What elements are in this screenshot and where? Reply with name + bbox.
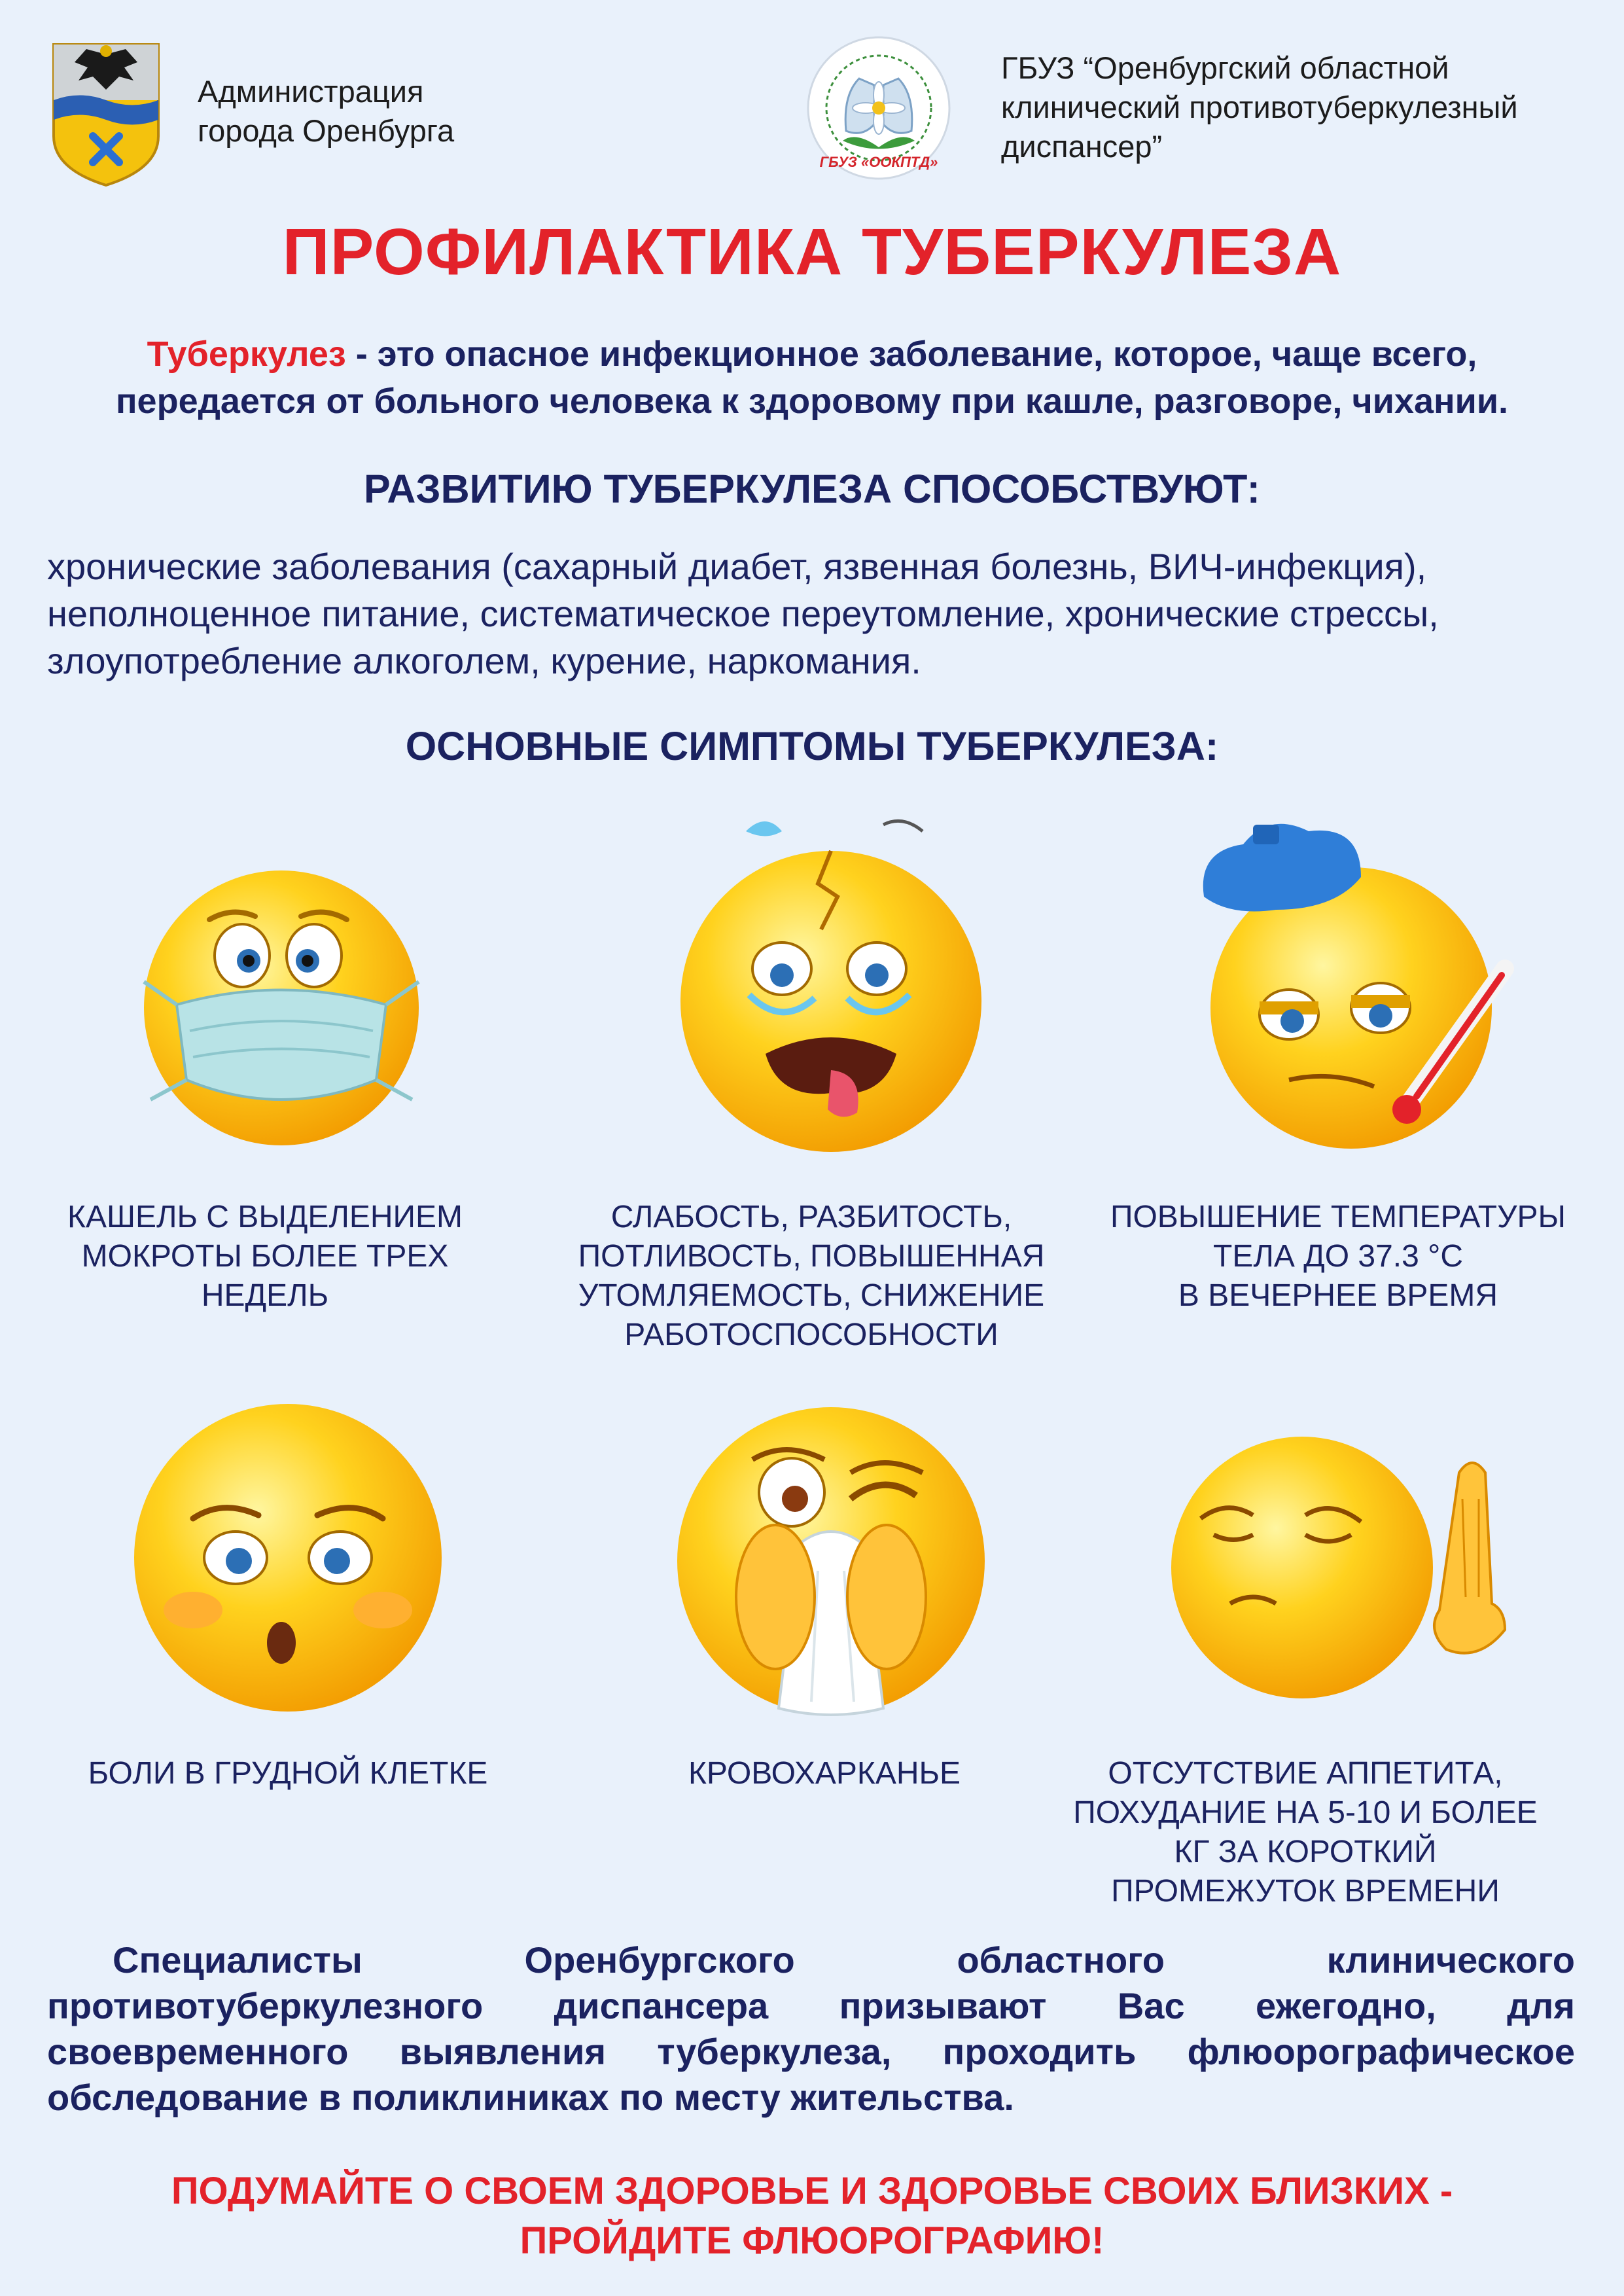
caption-line: КГ ЗА КОРОТКИЙ [1174, 1835, 1437, 1869]
oren-city-coat-of-arms [47, 38, 165, 188]
specialists-line-2: противотуберкулезного диспансера призывают Вас ежегодно, для [47, 1985, 1575, 2026]
caption-line: ПОТЛИВОСТЬ, ПОВЫШЕННАЯ [578, 1239, 1045, 1274]
caption-line: УТОМЛЯЕМОСТЬ, СНИЖЕНИЕ [578, 1278, 1045, 1313]
symptom-caption-2 [576, 1198, 1047, 1355]
intro-rest: - это опасное инфекционное заболевание, которое, чаще всего, [345, 334, 1477, 374]
caption-line: МОКРОТЫ БОЛЕЕ ТРЕХ [81, 1239, 449, 1274]
clinic-name [1001, 48, 1518, 166]
factors-heading: РАЗВИТИЮ ТУБЕРКУЛЕЗА СПОСОБСТВУЮТ: [364, 467, 1260, 511]
caption-line: КАШЕЛЬ С ВЫДЕЛЕНИЕМ [67, 1200, 463, 1234]
symptom-caption-4 [39, 1754, 537, 1793]
worried-emoji-icon [131, 1401, 445, 1715]
admin-line-1: Администрация [198, 74, 424, 109]
specialists-paragraph [47, 1937, 1575, 2121]
caption-line: КРОВОХАРКАНЬЕ [688, 1756, 961, 1791]
specialists-line-3: своевременного выявления туберкулеза, проходить флюорографическое [47, 2031, 1575, 2072]
call-line-1: ПОДУМАЙТЕ О СВОЕМ ЗДОРОВЬЕ И ЗДОРОВЬЕ СВОИХ БЛИЗКИХ - [171, 2170, 1453, 2212]
page-title: ПРОФИЛАКТИКА ТУБЕРКУЛЕЗА [282, 215, 1342, 289]
factors-line-2: неполноценное питание, систематическое переутомление, хронические стрессы, [47, 593, 1439, 634]
clinic-logo [803, 33, 954, 183]
intro-paragraph [52, 331, 1572, 425]
factors-line-1: хронические заболевания (сахарный диабет, язвенная болезнь, ВИЧ-инфекция), [47, 546, 1427, 587]
clinic-line-1: ГБУЗ “Оренбургский областной [1001, 50, 1449, 85]
intro-highlight: Туберкулез [147, 334, 346, 374]
specialists-line-4: обследование в поликлиниках по месту жительства. [47, 2077, 1014, 2118]
symptom-caption-5 [589, 1754, 1060, 1793]
caption-line: СЛАБОСТЬ, РАЗБИТОСТЬ, [610, 1200, 1012, 1234]
symptoms-heading: ОСНОВНЫЕ СИМПТОМЫ ТУБЕРКУЛЕЗА: [405, 724, 1219, 768]
caption-line: ПРОМЕЖУТОК ВРЕМЕНИ [1111, 1874, 1500, 1909]
clinic-line-2: клинический противотуберкулезный [1001, 90, 1518, 124]
intro-line-2: передается от больного человека к здоровому при кашле, разговоре, чихании. [115, 382, 1509, 421]
clinic-logo-text: ГБУЗ «ООКПТД» [819, 154, 938, 170]
specialists-line-1: Специалисты Оренбургского областного клинического [113, 1939, 1575, 1981]
admin-line-2: города Оренбурга [198, 113, 455, 148]
fever-emoji-icon [1191, 812, 1531, 1152]
caption-line: ОТСУТСТВИЕ АППЕТИТА, [1108, 1756, 1503, 1791]
intro-line-1 [52, 331, 1572, 378]
caption-line: ПОВЫШЕНИЕ ТЕМПЕРАТУРЫ [1110, 1200, 1566, 1234]
exhausted-emoji-icon [667, 812, 995, 1152]
caption-line: В ВЕЧЕРНЕЕ ВРЕМЯ [1178, 1278, 1498, 1313]
refusing-emoji-icon [1165, 1414, 1531, 1715]
call-line-2: ПРОЙДИТЕ ФЛЮОРОГРАФИЮ! [520, 2219, 1104, 2262]
clinic-line-3: диспансер” [1001, 129, 1163, 164]
caption-line: НЕДЕЛЬ [201, 1278, 329, 1313]
mask-emoji-icon [118, 864, 445, 1152]
factors-list [47, 543, 1578, 685]
caption-line: РАБОТОСПОСОБНОСТИ [624, 1318, 998, 1352]
tissue-emoji-icon [667, 1401, 995, 1721]
call-to-action [0, 2166, 1624, 2266]
symptom-caption-6 [1060, 1754, 1551, 1911]
caption-line: ПОХУДАНИЕ НА 5-10 И БОЛЕЕ [1073, 1795, 1538, 1830]
administration-name [198, 72, 454, 151]
caption-line: БОЛИ В ГРУДНОЙ КЛЕТКЕ [88, 1756, 488, 1791]
factors-line-3: злоупотребление алкоголем, курение, наркомания. [47, 640, 921, 681]
symptom-caption-3 [1093, 1198, 1583, 1316]
caption-line: ТЕЛА ДО 37.3 °С [1213, 1239, 1463, 1274]
symptom-caption-1 [33, 1198, 497, 1316]
